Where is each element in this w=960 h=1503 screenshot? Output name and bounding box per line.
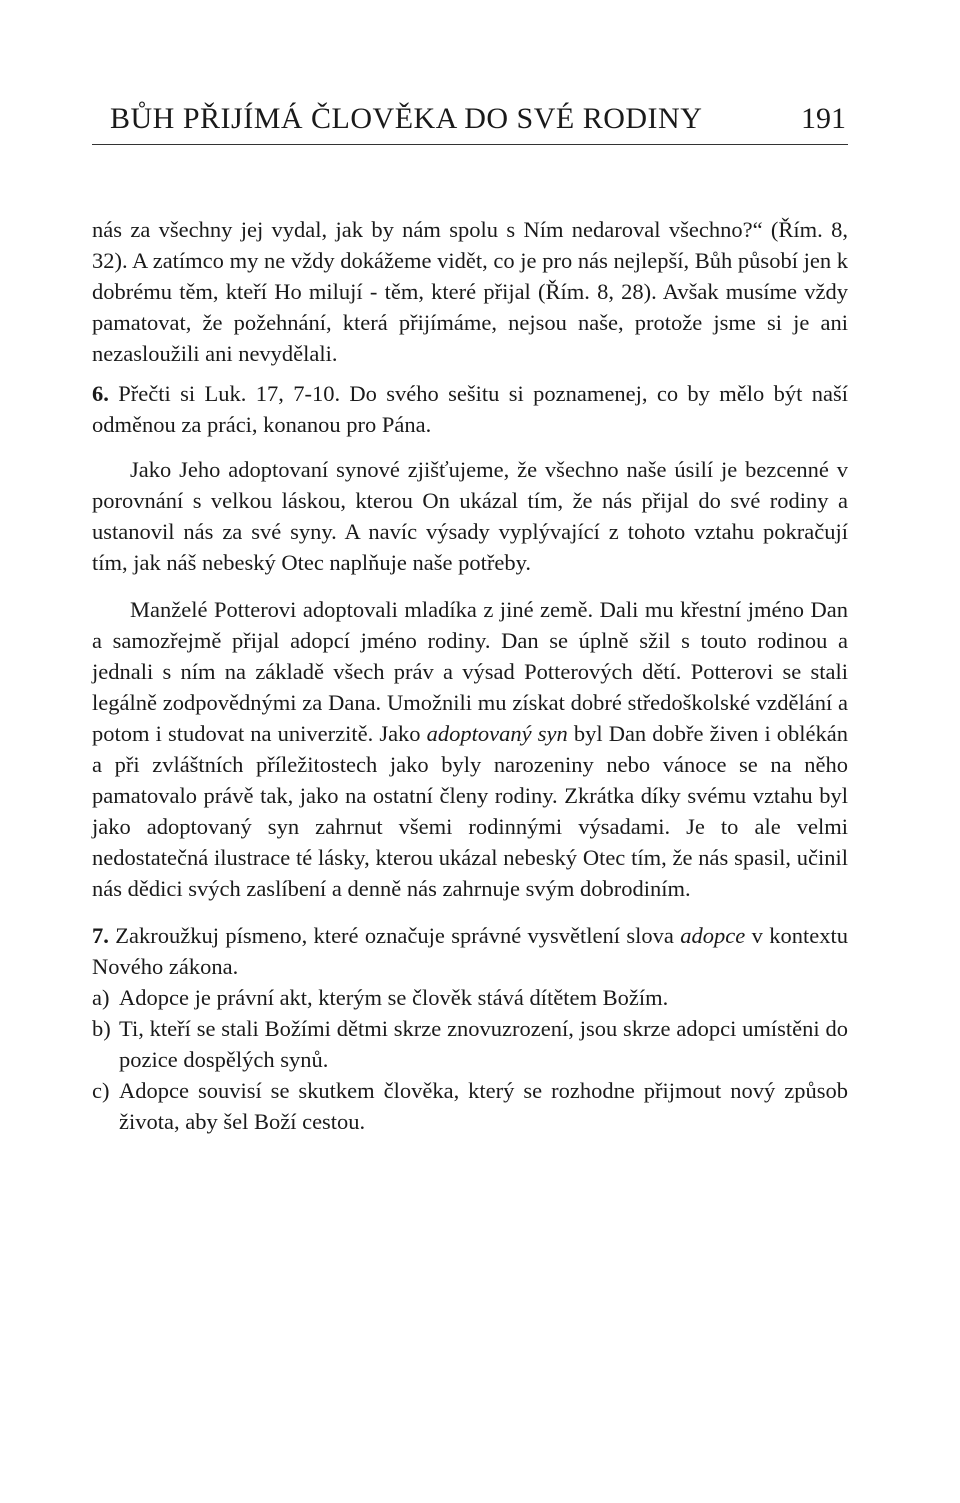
chapter-title: BŮH PŘIJÍMÁ ČLOVĚKA DO SVÉ RODINY — [110, 102, 703, 135]
potter-story-emphasis: adoptovaný syn — [426, 721, 568, 746]
question-6-text: 17, 7-10. Do svého sešitu si poznamenej, co by mělo být naší odměnou za práci, konanou pro Pána. — [92, 381, 849, 437]
option-c-text: Adopce souvisí se skutkem člověka, který se rozhodne přijmout nový způsob života, aby šel Boží cestou. — [119, 1078, 848, 1134]
question-7-number: 7. — [92, 923, 109, 948]
paragraph-adopted-sons: Jako Jeho adoptovaní synové zjišťujeme, že všechno naše úsilí je bezcenné v porovnání s velkou láskou, kterou On ukázal tím, že nás přijal do své rodiny a ustanovil nás za své syny. A navíc výsady vyplývající z tohoto vztahu pokračují tím, jak náš nebeský Otec naplňuje naše potřeby. — [92, 457, 848, 575]
question-6-lead: Přečti si Luk. — [118, 381, 247, 406]
paragraph-potter-story — [92, 594, 848, 904]
question-6-number: 6. — [92, 381, 109, 406]
paragraph-continuation: nás za všechny jej vydal, jak by nám spolu s Ním nedaroval všechno?“ (Řím. 8, 32). A zatímco my ne vždy dokážeme vidět, co je pro nás nejlepší, Bůh působí jen k dobrému těm, kteří Ho milují - těm, které přijal (Řím. 8, 28). Avšak musíme vždy pamatovat, že požehnání, která přijímáme, nejsou naše, protože jsme si je ani nezasloužili ani nevydělali. — [92, 217, 848, 366]
question-7-text-1: Zakroužkuj písmeno, které označuje správné vysvětlení slova — [108, 923, 681, 948]
option-b[interactable] — [92, 1013, 848, 1075]
page-number: 191 — [801, 102, 846, 135]
option-a[interactable] — [92, 982, 848, 1013]
option-a-letter: a) — [92, 985, 110, 1010]
question-6 — [92, 378, 848, 440]
option-b-letter: b) — [92, 1016, 111, 1041]
question-7-emphasis: adopce — [680, 923, 746, 948]
potter-story-part-1: Manželé Potterovi adoptovali mladíka z jiné země. Dali mu křestní jméno Dan a samozřejmě přijal adopcí jméno rodiny. Dan se úplně sžil s touto rodinou a jednali s ním na základě všech práv a výsad Potterových dětí. Potterovi se stali legálně zodpovědnými za Dana. Umožnili mu získat dobré středoškolské vzdělání a potom i studovat na univerzitě. Jako — [92, 597, 848, 746]
question-7 — [92, 920, 848, 982]
option-a-text: Adopce je právní akt, kterým se člověk stává dítětem Božím. — [119, 985, 669, 1010]
question-7-text-2: v kontextu Nového zákona. — [92, 923, 848, 979]
running-header — [92, 96, 848, 145]
page-body — [92, 214, 848, 1137]
option-c[interactable] — [92, 1075, 848, 1137]
option-c-letter: c) — [92, 1078, 110, 1103]
option-b-text: Ti, kteří se stali Božími dětmi skrze znovuzrození, jsou skrze adopci umístěni do pozice dospělých synů. — [119, 1016, 848, 1072]
potter-story-part-2: byl Dan dobře živen i oblékán a při zvláštních příležitostech jako byly narozeniny nebo vánoce se na něho pamatovalo právě tak, jako na ostatní členy rodiny. Zkrátka díky svému vztahu byl jako adoptovaný syn zahrnut všemi rodinnými výsadami. Je to ale velmi nedostatečná ilustrace té lásky, kterou ukázal nebeský Otec tím, že nás spasil, učinil nás dědici svých zaslíbení a denně nás zahrnuje svým dobrodiním. — [92, 721, 849, 901]
